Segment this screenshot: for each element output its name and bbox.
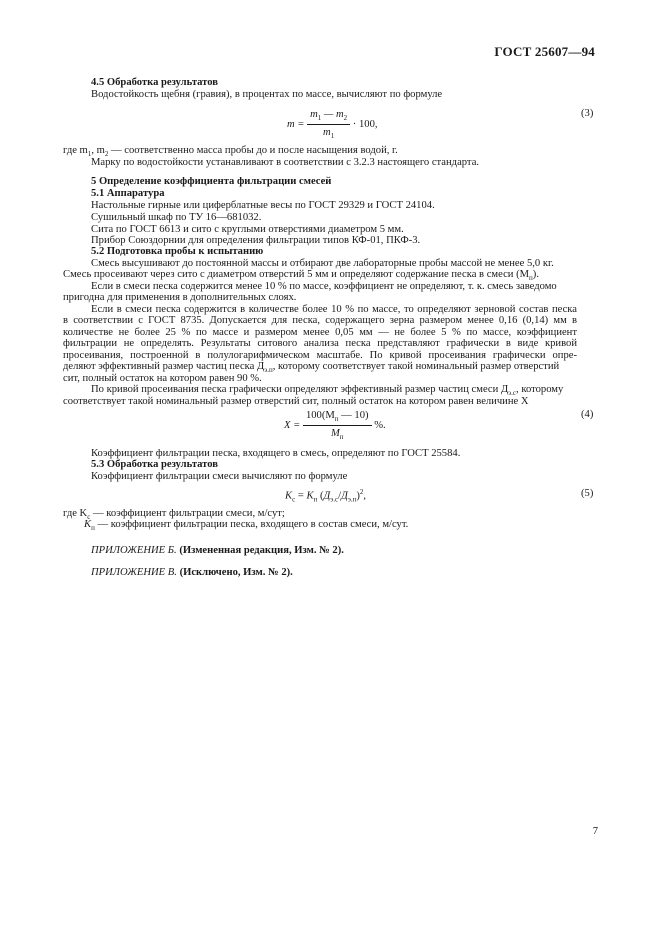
- section-5-heading: 5 Определение коэффициента фильтрации смесей: [91, 176, 332, 187]
- prep-p1-line-2: Смесь просеивают через сито с диаметром отверстий 5 мм и определяют содержание песка в смеси $(M_п)$.: [63, 269, 539, 283]
- prep-p2-line-1: Если в смеси песка содержится менее 10 % по массе, коэффициент не определяют, т. к. смесь заведомо: [91, 281, 557, 292]
- formula-3: [287, 109, 378, 140]
- standard-header: ГОСТ 25607—94: [494, 44, 595, 59]
- equipment-line-1: Настольные гирные или циферблатные весы по ГОСТ 29329 и ГОСТ 24104.: [91, 200, 435, 211]
- annex-b-note: ПРИЛОЖЕНИЕ Б. (Измененная редакция, Изм. № 2).: [91, 545, 344, 556]
- prep-p1-line-1: Смесь высушивают до постоянной массы и отбирают две лабораторные пробы массой не менее 5,0 кг.: [91, 258, 554, 269]
- equipment-line-3: Сита по ГОСТ 6613 и сито с круглыми отверстиями диаметром 5 мм.: [91, 224, 404, 235]
- formula-4-number: (4): [581, 409, 594, 420]
- formula-4-fraction: $\frac{100(M_п — 10)}{M_п}$: [303, 410, 372, 441]
- prep-p3-line-3: количестве не более 25 % по массе и размером менее 0,05 мм — не более 5 % по массе, коэффициент: [63, 327, 577, 338]
- prep-p3-line-7: сит, полный остаток на котором равен 90 %.: [63, 373, 262, 384]
- formula-5-explanation-1: где $K_с$ — коэффициент фильтрации смеси, м/сут;: [63, 508, 285, 522]
- sand-filtration-note: Коэффициент фильтрации песка, входящего в смесь, определяют по ГОСТ 25584.: [91, 448, 461, 459]
- page-number: 7: [592, 826, 598, 837]
- prep-p3-line-4: фильтрации не определять. Результаты ситового анализа песка представляют графически в виде кривой: [63, 338, 577, 349]
- formula-4-tail: %.: [374, 420, 386, 432]
- formula-4-lhs: X =: [284, 420, 301, 432]
- prep-p2-line-2: пригодна для применения в дополнительных слоях.: [63, 292, 297, 303]
- formula-3-fraction: $\frac{m_1 — m_2}{m_1}$: [307, 109, 350, 140]
- section-5-1-heading: 5.1 Аппаратура: [91, 188, 165, 199]
- section-5-3-heading: 5.3 Обработка результатов: [91, 459, 218, 470]
- mark-paragraph: Марку по водостойкости устанавливают в соответствии с 3.2.3 настоящего стандарта.: [91, 157, 480, 168]
- prep-p3-line-5: просеивания, построенной в полулогарифмическом масштабе. По кривой просеивания графически опре-: [63, 350, 577, 361]
- formula-3-explanation: где $m_1$, $m_2$ — соответственно масса пробы до и после насыщения водой, г.: [63, 145, 398, 159]
- section-4-5-intro: Водостойкость щебня (гравия), в процентах по массе, вычисляют по формуле: [91, 89, 443, 100]
- equipment-line-4: Прибор Союздорнии для определения фильтрации типов КФ-01, ПКФ-3.: [91, 235, 421, 246]
- formula-4: [284, 410, 386, 441]
- section-5-3-intro: Коэффициент фильтрации смеси вычисляют по формуле: [91, 471, 348, 482]
- section-5-2-heading: 5.2 Подготовка пробы к испытанию: [91, 246, 264, 257]
- prep-p3-line-6: деляют эффективный размер частиц песка $Д_{э.п}$, которому соответствует такой номинальный размер отверстий: [63, 361, 560, 375]
- prep-p3-line-2: в соответствии с ГОСТ 8735. Допускается для песка, содержащего зерна размером менее 0,16 (0,14) мм в: [63, 315, 577, 326]
- formula-5: $K_с = K_п$ $(Д_{э.с}/Д_{э.п})^2$,: [285, 488, 367, 504]
- section-4-5-heading: 4.5 Обработка результатов: [91, 77, 218, 88]
- prep-p3-line-1: Если в смеси песка содержится в количестве более 10 % по массе, то определяют зерновой состав песка: [91, 304, 577, 315]
- formula-5-number: (5): [581, 488, 594, 499]
- formula-3-number: (3): [581, 108, 594, 119]
- prep-p4-line-2: соответствует такой номинальный размер отверстий сит, полный остаток на котором равен величине X: [63, 396, 529, 407]
- formula-3-tail: · 100,: [352, 119, 378, 131]
- equipment-line-2: Сушильный шкаф по ТУ 16—681032.: [91, 212, 262, 223]
- prep-p4-line-1: По кривой просеивания песка графически определяют эффективный размер частиц смеси $Д_{э.с}$, которому: [91, 384, 564, 398]
- annex-v-note: ПРИЛОЖЕНИЕ В. (Исключено, Изм. № 2).: [91, 567, 293, 578]
- formula-5-explanation-2: $K_п$ — коэффициент фильтрации песка, входящего в состав смеси, м/сут.: [84, 519, 409, 533]
- formula-3-lhs: m =: [287, 119, 305, 131]
